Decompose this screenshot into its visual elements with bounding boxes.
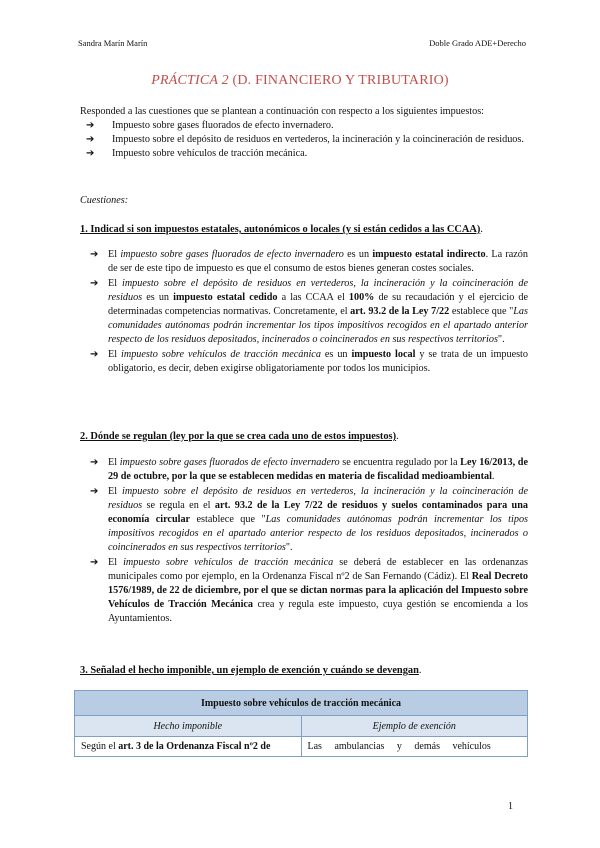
tax-list	[86, 119, 528, 161]
list-item: ➔ El impuesto sobre gases fluorados de efecto invernadero se encuentra regulado por la Ley 16/2013, de 29 de octubre, por la que se establecen medidas en materia de fiscalidad medioambiental.	[90, 457, 528, 482]
page-title: PRÁCTICA 2 (D. FINANCIERO Y TRIBUTARIO)	[151, 73, 449, 88]
answer-list	[80, 456, 528, 626]
list-item: ➔ El impuesto sobre vehículos de tracción mecánica se deberá de establecer en las ordenanzas municipales como por ejemplo, en la Ordenanza Fiscal nº2 de San Fernando (Cádiz). El Real Decreto 1576/1989, de 22 de diciembre, por el que se dictan normas para la aplicación del Impuesto sobre Vehículos de Tracción Mecánica crea y regula este impuesto, cuya gestión se encomienda a los Ayuntamientos.	[90, 557, 529, 624]
question-2	[80, 430, 528, 627]
cuestiones-label: Cuestiones:	[80, 195, 129, 206]
arrow-right-icon: ➔	[90, 249, 99, 260]
answer-list	[80, 248, 528, 376]
arrow-right-icon: ➔	[90, 486, 99, 497]
question-2-heading: 2. Dónde se regulan (ley por la que se crea cada uno de estos impuestos).	[80, 431, 399, 442]
table-header-hecho-imponible: Hecho imponible	[75, 716, 302, 737]
arrow-right-icon: ➔	[86, 148, 95, 159]
page-number: 1	[508, 801, 513, 812]
arrow-right-icon: ➔	[90, 349, 99, 360]
arrow-right-icon: ➔	[90, 278, 99, 289]
question-1-heading: 1. Indicad si son impuestos estatales, autonómicos o locales (y si están cedidos a las CCAA).	[80, 224, 483, 235]
question-1	[80, 223, 528, 377]
table-title: Impuesto sobre vehículos de tracción mecánica	[75, 691, 528, 716]
list-item: ➔ Impuesto sobre gases fluorados de efecto invernadero.	[86, 120, 334, 131]
header-author: Sandra Marín Marín	[78, 38, 148, 48]
list-item: ➔ Impuesto sobre vehículos de tracción mecánica.	[86, 148, 308, 159]
table-header-ejemplo-exencion: Ejemplo de exención	[301, 716, 528, 737]
list-item: ➔ Impuesto sobre el depósito de residuos en vertederos, la incineración y la coincineración de residuos.	[86, 134, 524, 145]
arrow-right-icon: ➔	[86, 134, 95, 145]
arrow-right-icon: ➔	[90, 457, 99, 468]
intro-section	[80, 105, 528, 161]
list-item: ➔ El impuesto sobre vehículos de tracción mecánica es un impuesto local y se trata de un impuesto obligatorio, es decir, deben exigirse obligatoriamente por todos los municipios.	[90, 349, 528, 374]
arrow-right-icon: ➔	[86, 120, 95, 131]
exemption-table	[74, 690, 528, 757]
header-degree: Doble Grado ADE+Derecho	[429, 38, 526, 48]
intro-text: Responded a las cuestiones que se plantean a continuación con respecto a los siguientes impuestos:	[80, 106, 484, 117]
arrow-right-icon: ➔	[90, 557, 99, 568]
table-cell: Las ambulancias y demás vehículos	[301, 737, 528, 757]
list-item: ➔ El impuesto sobre gases fluorados de efecto invernadero es un impuesto estatal indirecto. La razón de ser de este tipo de impuesto es que el consumo de estos bienes generan costes sociales.	[90, 249, 528, 274]
table-row	[75, 737, 528, 757]
list-item: ➔ El impuesto sobre el depósito de residuos en vertederos, la incineración y la coincineración de residuos se regula en el art. 93.2 de la Ley 7/22 de residuos y suelos contaminados para una economía circular establece que "Las comunidades autónomas podrán incrementar los tipos impositivos recogidos en el apartado anterior respecto de los residuos depositados, incinerados o coincinerados en sus respectivos territorios".	[90, 486, 529, 553]
table-cell: Según el art. 3 de la Ordenanza Fiscal nº2 de	[75, 737, 302, 757]
list-item: ➔ El impuesto sobre el depósito de residuos en vertederos, la incineración y la coincineración de residuos es un impuesto estatal cedido a las CCAA el 100% de su recaudación y el ejercicio de determinadas competencias normativas. Concretamente, el art. 93.2 de la Ley 7/22 establece que "Las comunidades autónomas podrán incrementar los tipos impositivos recogidos en el apartado anterior respecto de los residuos depositados, incinerados o coincinerados en sus respectivos territorios".	[90, 278, 529, 345]
question-3-heading: 3. Señalad el hecho imponible, un ejemplo de exención y cuándo se devengan.	[80, 665, 422, 676]
